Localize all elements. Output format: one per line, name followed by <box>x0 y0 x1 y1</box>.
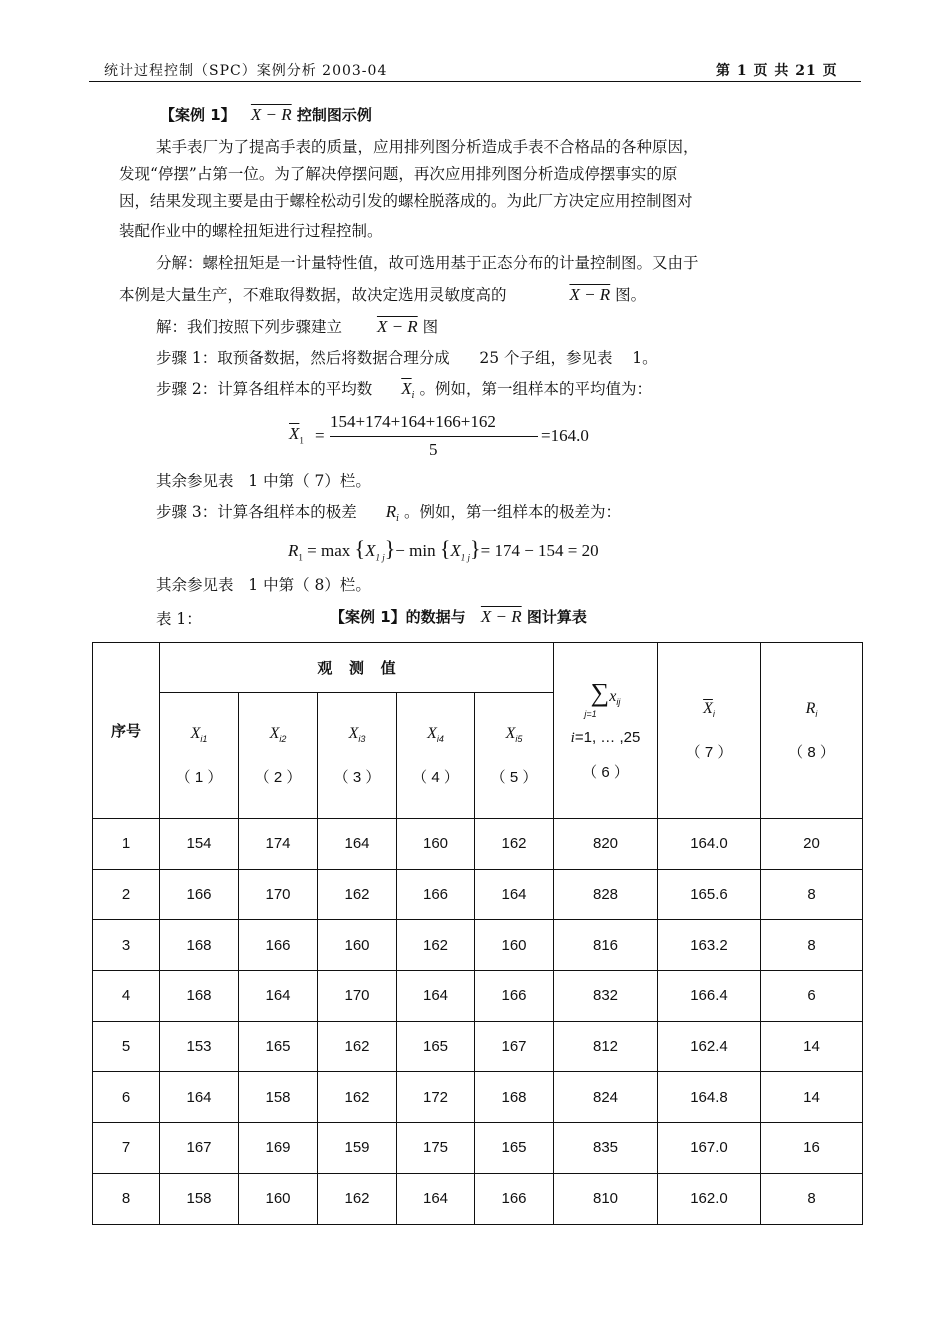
table-row <box>93 920 863 971</box>
table-cell: 165 <box>475 1123 554 1174</box>
para1-line2: 发现“停摆”占第一位。为了解决停摆问题，再次应用排列图分析造成停摆事实的原 <box>119 165 678 183</box>
table-cell: 8 <box>761 1173 863 1224</box>
note2: 其余参见表 1 中第（ 8）栏。 <box>156 576 371 594</box>
table-cell: 162.4 <box>658 1021 761 1072</box>
table-cell: 14 <box>761 1021 863 1072</box>
header-index: 序号 <box>93 643 160 819</box>
obs-col-1-symbol: X <box>190 724 201 742</box>
eq1-numerator: 154+174+164+166+162 <box>330 412 496 431</box>
step2-text: 步骤 2：计算各组样本的平均数 <box>156 380 373 398</box>
table-cell: 168 <box>160 971 239 1022</box>
table-cell: 168 <box>475 1072 554 1123</box>
table-cell: 162.0 <box>658 1173 761 1224</box>
obs-col-3 <box>318 693 397 819</box>
obs-col-2-symbol: X <box>269 724 280 742</box>
obs-col-3-subscript: i3 <box>358 733 366 744</box>
table-cell: 1 <box>93 819 160 870</box>
header-rule <box>89 81 861 82</box>
case-title <box>160 104 372 126</box>
table-cell: 164 <box>397 971 475 1022</box>
eq2-x2-subscript: 1 j <box>460 552 471 563</box>
table-cell: 170 <box>239 869 318 920</box>
obs-col-4 <box>397 693 475 819</box>
table-cell: 5 <box>93 1021 160 1072</box>
step1: 步骤 1：取预备数据，然后将数据合理分成 25 个子组，参见表 1。 <box>156 349 658 367</box>
table-label: 表 1： <box>156 610 202 628</box>
sum-sigma-icon: ∑ <box>590 677 610 707</box>
table-cell: 165 <box>397 1021 475 1072</box>
table-cell: 824 <box>554 1072 658 1123</box>
table-cell: 164 <box>475 869 554 920</box>
para3-formula: X − R <box>376 317 418 336</box>
table-title <box>330 606 587 628</box>
table-cell: 175 <box>397 1123 475 1174</box>
table-cell: 162 <box>318 1021 397 1072</box>
table-cell: 164 <box>318 819 397 870</box>
para2-formula: X − R <box>569 285 611 304</box>
range-symbol: R <box>805 699 816 717</box>
obs-col-5 <box>475 693 554 819</box>
step3-symbol: R <box>385 502 397 521</box>
header-xbar <box>658 643 761 819</box>
table-title-text: 【案例 1】的数据与 <box>330 608 466 626</box>
eq1-result: =164.0 <box>541 426 589 445</box>
table-cell: 166 <box>160 869 239 920</box>
table-cell: 16 <box>761 1123 863 1174</box>
table-row <box>93 869 863 920</box>
eq2-x2: X <box>450 541 461 560</box>
table-cell: 162 <box>397 920 475 971</box>
eq2-max: = max <box>307 541 351 560</box>
step3-end: 。例如，第一组样本的极差为： <box>403 503 621 521</box>
obs-col-2-number: （ 2 ） <box>254 768 302 786</box>
obs-col-4-symbol: X <box>427 724 437 742</box>
table-cell: 14 <box>761 1072 863 1123</box>
table-row <box>93 1173 863 1224</box>
table-cell: 169 <box>239 1123 318 1174</box>
header-right: 第 1 页 共 21 页 <box>716 63 838 79</box>
step2-symbol: $\overline{X}$ <box>401 379 412 398</box>
table-cell: 165 <box>239 1021 318 1072</box>
table-cell: 165.6 <box>658 869 761 920</box>
table-cell: 159 <box>318 1123 397 1174</box>
eq2-x1-subscript: 1 j <box>375 552 385 563</box>
obs-col-1-number: （ 1 ） <box>175 768 223 786</box>
table-row <box>93 1072 863 1123</box>
eq1-lhs-subscript: 1 <box>299 435 304 446</box>
table-cell: 168 <box>160 920 239 971</box>
para2-line2-end: 图。 <box>615 286 647 304</box>
eq1-lhs-symbol: $\overline{X}$ <box>289 424 300 443</box>
sum-range-i: i <box>570 730 575 747</box>
eq1-denominator: 5 <box>429 440 438 459</box>
table-cell: 8 <box>761 869 863 920</box>
table-cell: 167 <box>160 1123 239 1174</box>
eq2-lhs-subscript: 1 <box>298 552 303 563</box>
table-cell: 166.4 <box>658 971 761 1022</box>
table-cell: 3 <box>93 920 160 971</box>
obs-col-3-symbol: X <box>348 724 359 742</box>
eq2-lhs: R <box>288 541 299 560</box>
table-cell: 812 <box>554 1021 658 1072</box>
para2-line2 <box>119 284 646 306</box>
header-range <box>761 643 863 819</box>
obs-col-1-subscript: i1 <box>200 733 208 744</box>
table-cell: 162 <box>318 1173 397 1224</box>
table-cell: 160 <box>239 1173 318 1224</box>
obs-col-1 <box>160 693 239 819</box>
table-cell: 7 <box>93 1123 160 1174</box>
case-title-prefix: 【案例 1】 <box>160 106 236 124</box>
eq1-fraction-bar <box>330 436 538 437</box>
table-row <box>93 1021 863 1072</box>
table-cell: 8 <box>761 920 863 971</box>
table-cell: 170 <box>318 971 397 1022</box>
table-cell: 160 <box>397 819 475 870</box>
table-cell: 162 <box>475 819 554 870</box>
table-cell: 163.2 <box>658 920 761 971</box>
case-title-suffix: 控制图示例 <box>296 106 372 124</box>
para3-text: 解：我们按照下列步骤建立 <box>156 318 343 336</box>
table-cell: 174 <box>239 819 318 870</box>
range-subscript: i <box>815 708 818 719</box>
xbar-column-number: （ 7 ） <box>685 743 733 761</box>
header-sum <box>554 643 658 819</box>
table-cell: 162 <box>318 869 397 920</box>
table-cell: 164.0 <box>658 819 761 870</box>
table-title-formula: X − R <box>480 607 522 626</box>
step3 <box>156 501 621 530</box>
step3-text: 步骤 3：计算各组样本的极差 <box>156 503 357 521</box>
para3 <box>156 316 438 338</box>
step2 <box>156 378 652 407</box>
sum-x-subscript: ij <box>616 696 621 707</box>
table-cell: 6 <box>761 971 863 1022</box>
obs-col-4-subscript: i4 <box>436 733 444 744</box>
table-cell: 832 <box>554 971 658 1022</box>
table-cell: 810 <box>554 1173 658 1224</box>
obs-col-3-number: （ 3 ） <box>333 768 381 786</box>
obs-col-5-subscript: i5 <box>515 733 523 744</box>
table-cell: 4 <box>93 971 160 1022</box>
para1-line1: 某手表厂为了提高手表的质量，应用排列图分析造成手表不合格品的各种原因， <box>156 138 699 156</box>
table-cell: 20 <box>761 819 863 870</box>
header-observations: 观 测 值 <box>160 643 554 693</box>
table-cell: 2 <box>93 869 160 920</box>
table-cell: 160 <box>318 920 397 971</box>
table-row <box>93 971 863 1022</box>
eq2: $R_1 = \max \{X_{1 j}\}- \min \{X_{1 j}\}= 174 - 154 = 20$ <box>288 536 599 563</box>
para1-line3: 因，结果发现主要是由于螺栓松动引发的螺栓脱落成的。为此厂方决定应用控制图对 <box>119 192 693 210</box>
eq2-min: − min <box>395 541 436 560</box>
table-cell: 164 <box>397 1173 475 1224</box>
step2-subscript: i <box>411 391 415 402</box>
table-cell: 166 <box>239 920 318 971</box>
table-title-end: 图计算表 <box>526 608 587 626</box>
table-cell: 167.0 <box>658 1123 761 1174</box>
table-cell: 835 <box>554 1123 658 1174</box>
sum-range: =1, … ,25 <box>574 729 641 747</box>
table-cell: 164 <box>239 971 318 1022</box>
table-cell: 154 <box>160 819 239 870</box>
table-cell: 160 <box>475 920 554 971</box>
table-cell: 828 <box>554 869 658 920</box>
header-left: 统计过程控制（SPC）案例分析 2003-04 <box>104 63 388 79</box>
eq2-result: = 174 − 154 = 20 <box>480 541 599 560</box>
obs-col-5-symbol: X <box>505 724 516 742</box>
xbar-subscript: i <box>712 708 715 719</box>
table-cell: 172 <box>397 1072 475 1123</box>
table-cell: 164 <box>160 1072 239 1123</box>
obs-col-2 <box>239 693 318 819</box>
obs-col-5-number: （ 5 ） <box>490 768 538 786</box>
table-cell: 158 <box>239 1072 318 1123</box>
table-cell: 8 <box>93 1173 160 1224</box>
table-cell: 164.8 <box>658 1072 761 1123</box>
eq2-x1: X <box>365 541 376 560</box>
table-row <box>93 819 863 870</box>
table-cell: 166 <box>397 869 475 920</box>
table-cell: 6 <box>93 1072 160 1123</box>
eq1-equals: = <box>315 426 325 445</box>
table-cell: 153 <box>160 1021 239 1072</box>
table-cell: 167 <box>475 1021 554 1072</box>
step3-subscript: i <box>396 514 400 525</box>
table-cell: 166 <box>475 971 554 1022</box>
obs-col-4-number: （ 4 ） <box>412 768 459 786</box>
sum-x: x <box>609 687 617 705</box>
sum-lower-bound: j=1 <box>584 709 597 720</box>
eq1-lhs <box>289 424 304 445</box>
sum-column-number: （ 6 ） <box>582 764 629 782</box>
table-cell: 158 <box>160 1173 239 1224</box>
table-row <box>93 1123 863 1174</box>
table-cell: 820 <box>554 819 658 870</box>
para2-line2-text: 本例是大量生产，不难取得数据，故决定选用灵敏度高的 <box>119 286 507 304</box>
step2-end: 。例如，第一组样本的平均值为： <box>419 380 652 398</box>
data-table <box>92 642 863 1225</box>
para2-line1: 分解：螺栓扭矩是一计量特性值，故可选用基于正态分布的计量控制图。又由于 <box>156 254 699 272</box>
case-title-formula: X − R <box>250 105 292 124</box>
note1: 其余参见表 1 中第（ 7）栏。 <box>156 472 371 490</box>
range-column-number: （ 8 ） <box>788 743 835 761</box>
table-cell: 162 <box>318 1072 397 1123</box>
obs-col-2-subscript: i2 <box>279 733 287 744</box>
table-cell: 816 <box>554 920 658 971</box>
table-cell: 166 <box>475 1173 554 1224</box>
para1-line4: 装配作业中的螺栓扭矩进行过程控制。 <box>119 222 383 240</box>
xbar-symbol: $\overline{X}$ <box>703 699 713 717</box>
para3-end: 图 <box>422 318 439 336</box>
